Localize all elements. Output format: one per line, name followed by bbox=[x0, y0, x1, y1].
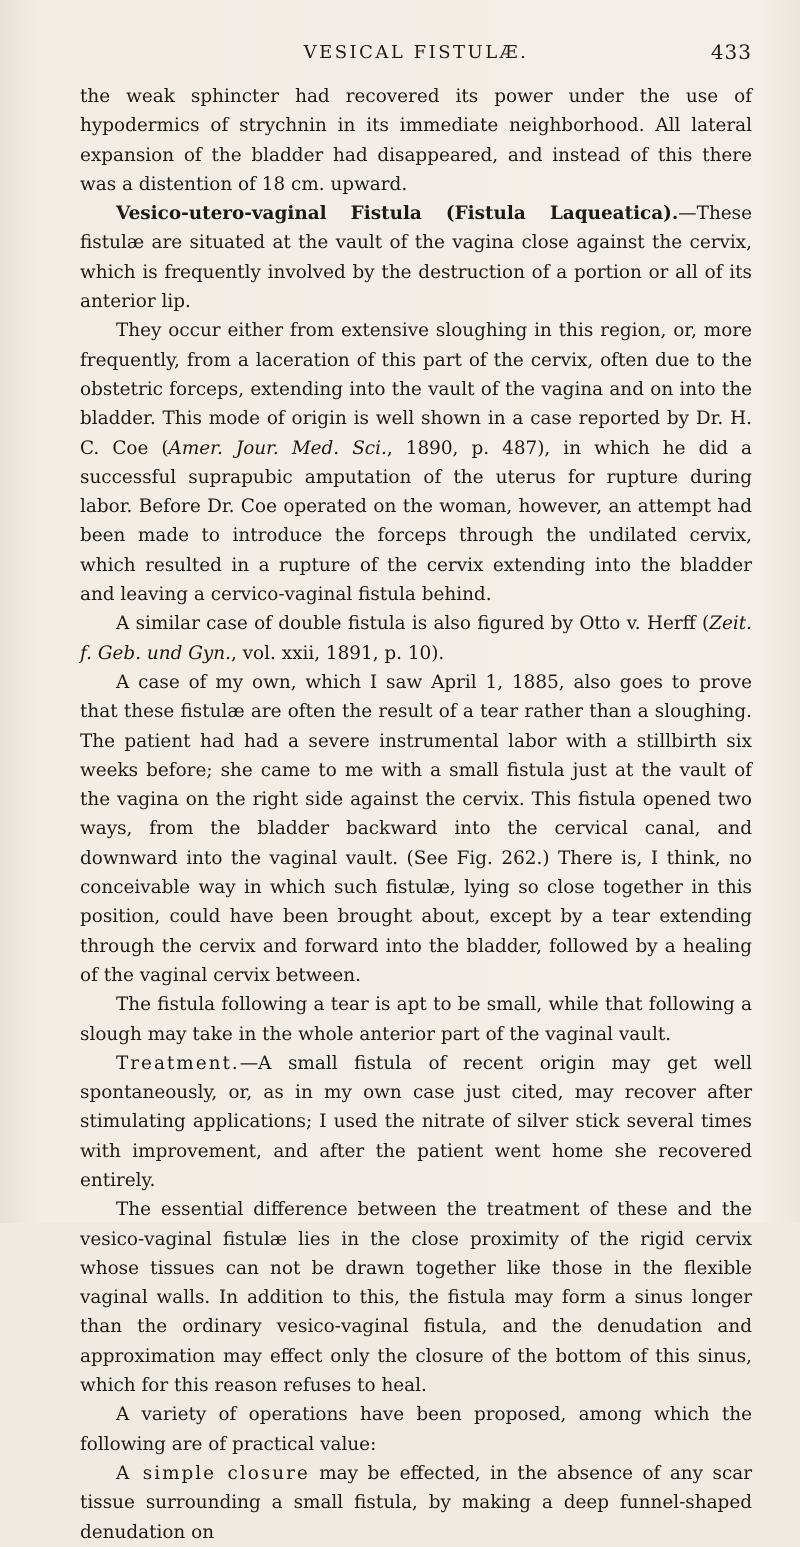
section-heading: Treatment. bbox=[116, 1052, 240, 1074]
paragraph-text: , 1890, p. 487), in which he did a successful suprapubic amputation of the uterus for rupture during labor. Before Dr. Coe operated on the woman, however, an attempt had been made to introduce the forceps through the undilated cervix, which resulted in a rupture of the cervix extending into the bladder and leaving a cervico-vaginal fistula behind. bbox=[80, 437, 752, 606]
paragraph-tear-vs-slough bbox=[80, 990, 752, 1049]
section-heading: A simple closure bbox=[116, 1462, 310, 1484]
section-heading: Vesico-utero-vaginal Fistula (Fistula Laqueatica). bbox=[116, 203, 679, 225]
paragraph-text: The fistula following a tear is apt to be small, while that following a slough may take in the whole anterior part of the vaginal vault. bbox=[80, 994, 752, 1045]
page-header bbox=[80, 34, 752, 68]
paragraph-similar-case bbox=[80, 609, 752, 668]
paragraph-text: The essential difference between the treatment of these and the vesico-vaginal fistulæ lies in the close proximity of the rigid cervix whose tissues can not be drawn together like those in the flexible vaginal walls. In addition to this, the fistula may form a sinus longer than the ordinary vesico-vaginal fistula, and the denudation and approximation may effect only the closure of the bottom of this sinus, which for this reason refuses to heal. bbox=[80, 1199, 752, 1397]
paragraph-treatment bbox=[80, 1049, 752, 1195]
paragraph-text: They occur either from extensive sloughing in this region, or, more frequently, from a laceration of this part of the cervix, often due to the obstetric forceps, extending into the vault of the vagina and on into the bladder. This mode of origin is well shown in a case reported by Dr. H. C. Coe ( bbox=[80, 320, 752, 459]
paragraph-operations bbox=[80, 1400, 752, 1459]
paragraph-text: A case of my own, which I saw April 1, 1885, also goes to prove that these fistulæ are often the result of a tear rather than a sloughing. The patient had had a severe instrumental labor with a stillbirth six weeks before; she came to me with a small fistula just at the vault of the vagina on the right side against the cervix. This fistula opened two ways, from the bladder backward into the cervical canal, and downward into the vaginal vault. (See Fig. 262.) There is, I think, no conceivable way in which such fistulæ, lying so close together in this position, could have been brought about, except by a tear extending through the cervix and forward into the bladder, followed by a healing of the vaginal cervix between. bbox=[80, 671, 752, 986]
paragraph-text: the weak sphincter had recovered its power under the use of hypodermics of strychnin in its immediate neighborhood. All lateral expansion of the bladder had disappeared, and instead of this there was a distention of 18 cm. upward. bbox=[80, 86, 752, 195]
paragraph-vesico-utero-vaginal bbox=[80, 199, 752, 316]
paragraph-origin bbox=[80, 316, 752, 609]
citation-journal: Amer. Jour. Med. Sci. bbox=[168, 437, 387, 459]
paragraph-text: , vol. xxii, 1891, p. 10). bbox=[230, 642, 445, 664]
paragraph-text: A variety of operations have been proposed, among which the following are of practical value: bbox=[80, 1404, 752, 1455]
paragraph-text: A similar case of double fistula is also figured by Otto v. Herff ( bbox=[116, 613, 710, 635]
running-title: VESICAL FISTULÆ. bbox=[303, 42, 529, 63]
body-text bbox=[80, 82, 752, 1547]
paragraph-text: may be effected, in the absence of any scar tissue surrounding a small fistula, by making a deep funnel-shaped denudation on bbox=[80, 1462, 753, 1543]
paragraph-own-case bbox=[80, 668, 752, 990]
citation-journal: Zeit. f. Geb. und Gyn. bbox=[80, 613, 752, 664]
paragraph-essential-difference bbox=[80, 1195, 752, 1400]
paragraph-continuation bbox=[80, 82, 752, 199]
page-number: 433 bbox=[710, 40, 752, 64]
paragraph-text: —A small fistula of recent origin may get well spontaneously, or, as in my own case just cited, may recover after stimulating applications; I used the nitrate of silver stick several times with improvement, and after the patient went home she recovered entirely. bbox=[80, 1052, 752, 1191]
paragraph-text: —These fistulæ are situated at the vault of the vagina close against the cervix, which is frequently involved by the destruction of a portion or all of its anterior lip. bbox=[80, 203, 752, 313]
paragraph-simple-closure bbox=[80, 1459, 752, 1547]
